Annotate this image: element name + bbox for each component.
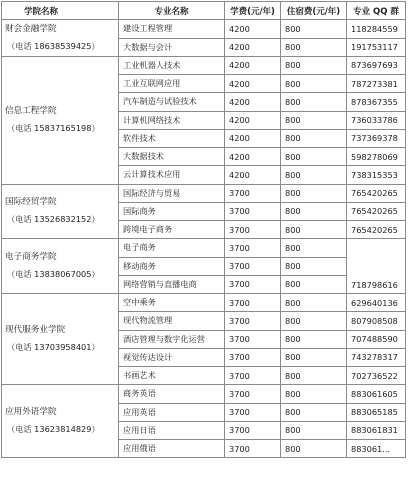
college-phone: （电话 15837165198） [7, 123, 100, 134]
tuition-value: 3700 [225, 403, 281, 421]
table-row [2, 385, 406, 403]
qq-group-value: 765420265 [347, 202, 406, 220]
table-body [2, 20, 406, 458]
majors-fee-table [1, 1, 406, 458]
tuition-value: 4200 [225, 166, 281, 184]
major-name: 空中乘务 [119, 294, 225, 312]
table-row [2, 184, 406, 202]
housing-value: 800 [281, 184, 347, 202]
qq-group-value: 118284559 [347, 20, 406, 38]
college-cell [2, 184, 119, 239]
housing-value: 800 [281, 312, 347, 330]
housing-value: 800 [281, 348, 347, 366]
housing-value: 800 [281, 440, 347, 458]
qq-group-value: 765420265 [347, 221, 406, 239]
college-name: 国际经贸学院 [5, 197, 57, 208]
qq-group-value: 736033786 [347, 111, 406, 129]
major-name: 网络营销与直播电商 [119, 275, 225, 293]
table-row [2, 239, 406, 257]
qq-group-value: 883061605 [347, 385, 406, 403]
qq-group-value: 629640136 [347, 294, 406, 312]
header-qq: 专业 QQ 群 [347, 2, 406, 20]
major-name: 大数据与会计 [119, 38, 225, 56]
header-college: 学院名称 [2, 2, 119, 20]
qq-group-value: 883061831 [347, 421, 406, 439]
college-name: 现代服务业学院 [5, 325, 66, 336]
tuition-value: 4200 [225, 111, 281, 129]
college-cell [2, 56, 119, 184]
tuition-value: 3700 [225, 257, 281, 275]
tuition-value: 4200 [225, 129, 281, 147]
housing-value: 800 [281, 75, 347, 93]
table-row [2, 20, 406, 38]
college-name: 信息工程学院 [5, 106, 57, 117]
major-name: 计算机网络技术 [119, 111, 225, 129]
tuition-value: 4200 [225, 75, 281, 93]
qq-group-value: 787273381 [347, 75, 406, 93]
header-housing: 住宿费(元/年) [281, 2, 347, 20]
housing-value: 800 [281, 129, 347, 147]
housing-value: 800 [281, 421, 347, 439]
major-name: 电子商务 [119, 239, 225, 257]
major-name: 汽车制造与试验技术 [119, 93, 225, 111]
college-cell [2, 239, 119, 294]
major-name: 国际经济与贸易 [119, 184, 225, 202]
housing-value: 800 [281, 148, 347, 166]
major-name: 大数据技术 [119, 148, 225, 166]
tuition-value: 3700 [225, 385, 281, 403]
major-name: 书画艺术 [119, 367, 225, 385]
tuition-value: 3700 [225, 440, 281, 458]
college-cell [2, 294, 119, 385]
major-name: 跨境电子商务 [119, 221, 225, 239]
qq-group-value: 737369378 [347, 129, 406, 147]
college-name: 电子商务学院 [5, 252, 57, 263]
housing-value: 800 [281, 385, 347, 403]
table-row [2, 294, 406, 312]
housing-value: 800 [281, 257, 347, 275]
college-phone: （电话 18638539425） [7, 41, 100, 51]
tuition-value: 4200 [225, 56, 281, 74]
qq-group-value: 707488590 [347, 330, 406, 348]
tuition-value: 3700 [225, 312, 281, 330]
major-name: 建设工程管理 [119, 20, 225, 38]
housing-value: 800 [281, 403, 347, 421]
college-name: 应用外语学院 [5, 407, 57, 418]
major-name: 云计算技术应用 [119, 166, 225, 184]
qq-group-value: 598278069 [347, 148, 406, 166]
header-major: 专业名称 [119, 2, 225, 20]
housing-value: 800 [281, 38, 347, 56]
tuition-value: 3700 [225, 239, 281, 257]
qq-group-value: 883061... [347, 440, 406, 458]
major-name: 应用日语 [119, 421, 225, 439]
qq-group-value: 765420265 [347, 184, 406, 202]
housing-value: 800 [281, 367, 347, 385]
housing-value: 800 [281, 166, 347, 184]
tuition-value: 3700 [225, 421, 281, 439]
major-name: 软件技术 [119, 129, 225, 147]
housing-value: 800 [281, 20, 347, 38]
tuition-value: 3700 [225, 221, 281, 239]
tuition-value: 4200 [225, 148, 281, 166]
college-cell [2, 385, 119, 458]
college-phone: （电话 13623814829） [7, 424, 100, 435]
housing-value: 800 [281, 202, 347, 220]
housing-value: 800 [281, 93, 347, 111]
housing-value: 800 [281, 294, 347, 312]
qq-group-value: 878367355 [347, 93, 406, 111]
qq-group-value: 738315353 [347, 166, 406, 184]
tuition-value: 3700 [225, 367, 281, 385]
qq-group-value: 807908508 [347, 312, 406, 330]
housing-value: 800 [281, 330, 347, 348]
major-name: 国际商务 [119, 202, 225, 220]
housing-value: 800 [281, 239, 347, 257]
college-phone: （电话 13526832152） [7, 214, 100, 225]
tuition-value: 4200 [225, 20, 281, 38]
table-row [2, 56, 406, 74]
major-name: 现代物流管理 [119, 312, 225, 330]
housing-value: 800 [281, 275, 347, 293]
college-name: 财会金融学院 [5, 24, 57, 34]
tuition-value: 3700 [225, 294, 281, 312]
qq-group-value: 702736522 [347, 367, 406, 385]
major-name: 工业互联网应用 [119, 75, 225, 93]
major-name: 移动商务 [119, 257, 225, 275]
tuition-value: 3700 [225, 202, 281, 220]
major-name: 应用俄语 [119, 440, 225, 458]
qq-group-value: 743278317 [347, 348, 406, 366]
qq-group-value: 718798616 [347, 239, 406, 294]
major-name: 酒店管理与数字化运营 [119, 330, 225, 348]
major-name: 视觉传达设计 [119, 348, 225, 366]
major-name: 商务英语 [119, 385, 225, 403]
tuition-value: 4200 [225, 93, 281, 111]
header-tuition: 学费(元/年) [225, 2, 281, 20]
tuition-value: 4200 [225, 38, 281, 56]
housing-value: 800 [281, 221, 347, 239]
qq-group-value: 873697693 [347, 56, 406, 74]
college-phone: （电话 13703958401） [7, 342, 100, 353]
college-cell [2, 20, 119, 57]
qq-group-value: 191753117 [347, 38, 406, 56]
major-name: 应用英语 [119, 403, 225, 421]
tuition-value: 3700 [225, 330, 281, 348]
college-phone: （电话 13838067005） [7, 269, 100, 280]
table-header-row [2, 2, 406, 20]
qq-group-value: 883065185 [347, 403, 406, 421]
housing-value: 800 [281, 56, 347, 74]
major-name: 工业机器人技术 [119, 56, 225, 74]
tuition-value: 3700 [225, 348, 281, 366]
tuition-value: 3700 [225, 184, 281, 202]
tuition-value: 3700 [225, 275, 281, 293]
housing-value: 800 [281, 111, 347, 129]
